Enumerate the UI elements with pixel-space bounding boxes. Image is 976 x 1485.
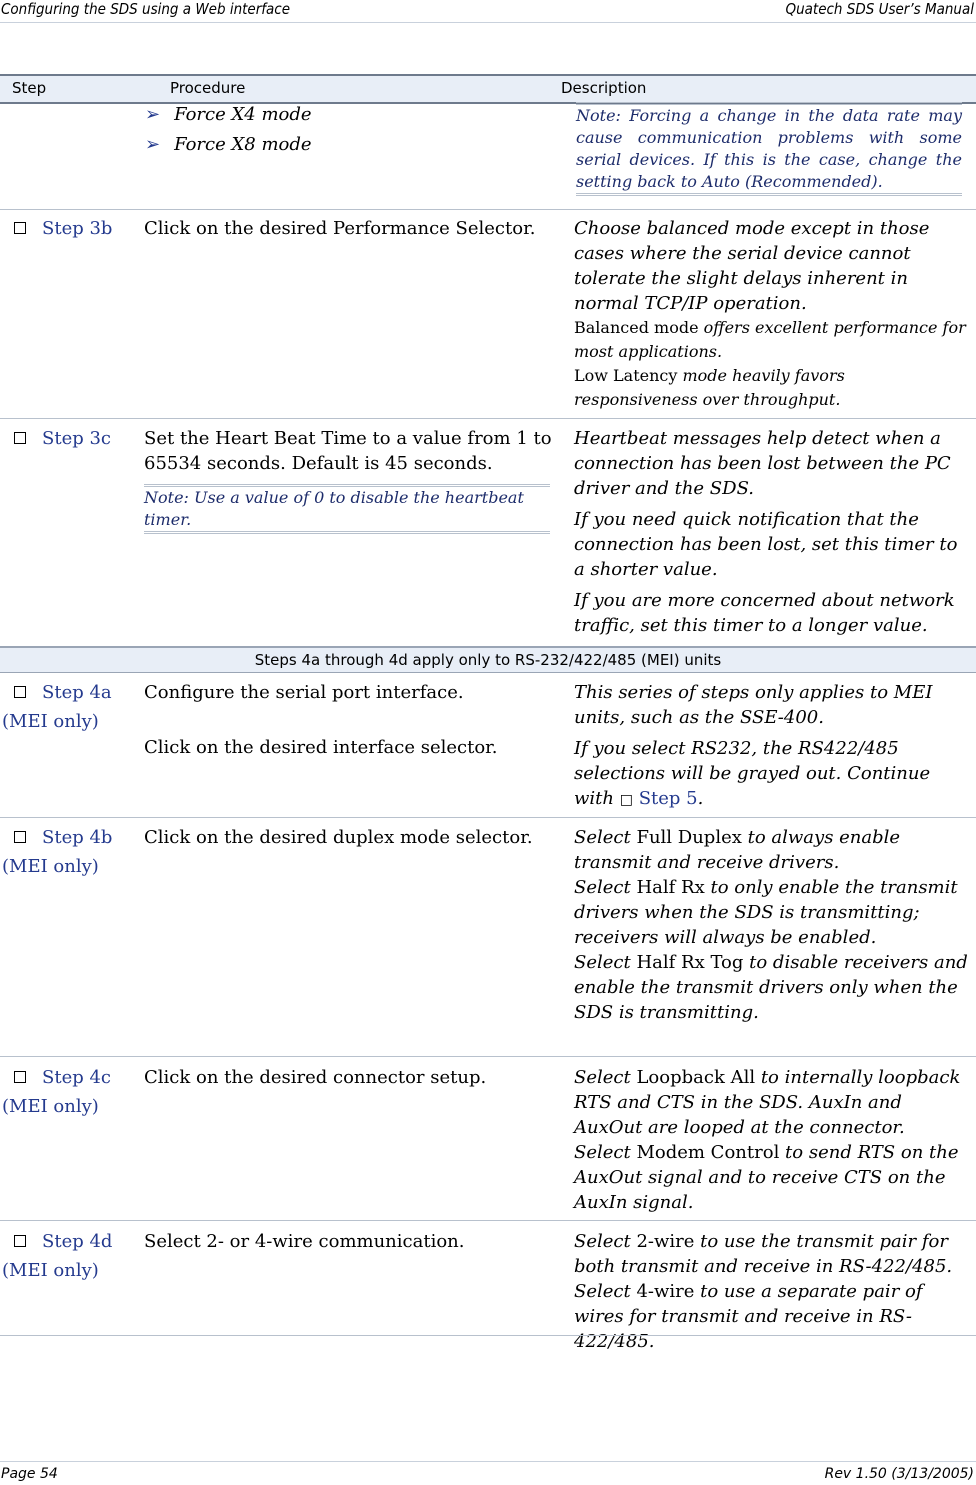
header-left: Configuring the SDS using a Web interface — [1, 0, 291, 18]
procedure-text: Click on the desired connector setup. — [144, 1067, 487, 1088]
list-item: ➢ Force X8 mode — [145, 134, 312, 155]
table-header — [0, 74, 976, 104]
procedure-text: Select 2- or 4-wire communication. — [144, 1231, 465, 1252]
row-divider — [0, 817, 976, 818]
description-text: This series of steps only applies to MEI units, such as the SSE-400. If you select RS232, the RS422/485 selections will be grayed out. Continue with □ Step 5. — [574, 680, 969, 813]
arrow-bullet-icon: ➢ — [145, 134, 161, 155]
col-step-header: Step — [12, 79, 47, 97]
checkbox-icon — [14, 1071, 26, 1083]
list-item: ➢ Force X4 mode — [145, 104, 312, 125]
row-divider — [0, 1056, 976, 1057]
checkbox-icon — [14, 831, 26, 843]
step-5-link[interactable]: Step 5 — [638, 788, 698, 809]
checkbox-icon — [14, 432, 26, 444]
step-3b-label: Step 3b — [14, 216, 112, 241]
row-divider — [0, 1220, 976, 1221]
row-divider — [0, 209, 976, 210]
description-text: Select 2-wire to use the transmit pair for both transmit and receive in RS-422/485. Select 4-wire to use a separate pair of wires for transmit and receive in RS-422/485. — [574, 1231, 953, 1352]
step-4c-label: Step 4c (MEI only) — [2, 1067, 111, 1117]
step-4a-label: Step 4a (MEI only) — [2, 682, 112, 732]
footer-right: Rev 1.50 (3/13/2005) — [824, 1466, 974, 1482]
row-divider — [0, 1335, 976, 1336]
col-procedure-header: Procedure — [170, 79, 246, 97]
description-text: Select Loopback All to internally loopback RTS and CTS in the SDS. AuxIn and AuxOut are looped at the connector. Select Modem Control to send RTS on the AuxOut signal and to receive CTS on the AuxIn signal. — [574, 1067, 961, 1213]
section-band: Steps 4a through 4d apply only to RS-232/422/485 (MEI) units — [0, 646, 976, 673]
footer-left: Page 54 — [1, 1466, 58, 1482]
checkbox-icon: □ — [619, 792, 633, 808]
procedure-text: Click on the desired Performance Selector. — [144, 218, 536, 239]
page-footer — [0, 1461, 976, 1485]
checkbox-icon — [14, 222, 26, 234]
procedure-text: Click on the desired duplex mode selector. — [144, 827, 533, 848]
note-box: Note: Forcing a change in the data rate may cause communication problems with some serial devices. If this is the case, change the setting back to Auto (Recommended). — [576, 102, 962, 196]
step-4d-label: Step 4d (MEI only) — [2, 1231, 113, 1281]
description-text: Choose balanced mode except in those cases where the serial device cannot tolerate the slight delays inherent in normal TCP/IP operation. Balanced mode offers excellent performance for most applications. Low Latency mode heavily favors responsiveness over throughput. — [574, 218, 966, 409]
procedure-text: Set the Heart Beat Time to a value from 1 to 65534 seconds. Default is 45 seconds. — [144, 428, 552, 474]
col-description-header: Description — [561, 79, 647, 97]
checkbox-icon — [14, 1235, 26, 1247]
row-divider — [0, 418, 976, 419]
page-header — [0, 0, 976, 23]
checkbox-icon — [14, 686, 26, 698]
step-3c-label: Step 3c — [14, 426, 111, 451]
procedure-text: Configure the serial port interface. Click on the desired interface selector. — [144, 682, 498, 758]
step-4b-label: Step 4b (MEI only) — [2, 827, 113, 877]
arrow-bullet-icon: ➢ — [145, 104, 161, 125]
description-text: Heartbeat messages help detect when a connection has been lost between the PC driver and the SDS. If you need quick notification that the connection has been lost, set this timer to a shorter value. If you are more concerned about network traffic, set this timer to a longer value. — [574, 428, 958, 636]
description-text: Select Full Duplex to always enable transmit and receive drivers. Select Half Rx to only enable the transmit drivers when the SDS is transmitting; receivers will always be enabled. Select Half Rx Tog to disable receivers and enable the transmit drivers only when the SDS is transmitting. — [574, 827, 968, 1023]
note-box: Note: Use a value of 0 to disable the heartbeat timer. — [144, 484, 550, 534]
header-right: Quatech SDS User’s Manual — [785, 0, 974, 18]
